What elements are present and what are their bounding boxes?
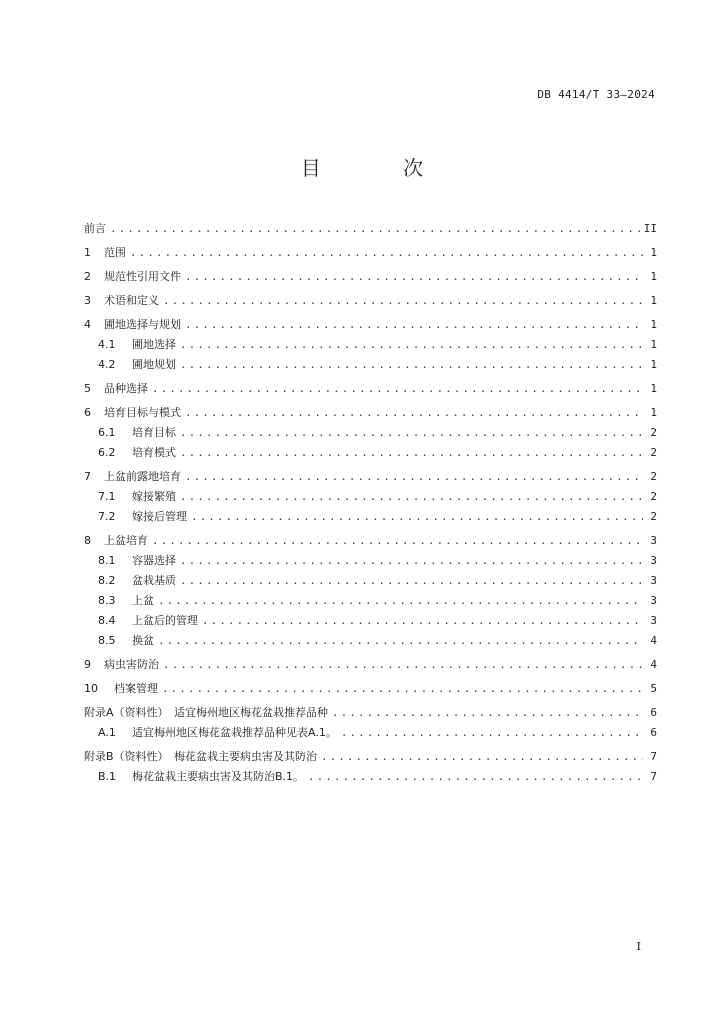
toc-entry-page: 1 xyxy=(650,294,657,307)
toc-entry-label: 圃地选择与规划 xyxy=(104,318,181,331)
toc-entry-number: 8.2 xyxy=(98,574,116,587)
toc-entry-label: 培育模式 xyxy=(132,446,176,459)
toc-entry-label: 培育目标 xyxy=(132,426,176,439)
toc-entry-number: 3 xyxy=(84,294,91,307)
toc-entry-label: 上盆培育 xyxy=(104,534,148,547)
toc-entry-number: 1 xyxy=(84,246,91,259)
toc-entry-label: 适宜梅州地区梅花盆栽推荐品种见表A.1。 xyxy=(132,726,337,739)
toc-entry-3[interactable] xyxy=(84,291,657,311)
toc-entry-label: 上盆 xyxy=(132,594,154,607)
dot-leader xyxy=(180,423,643,443)
dot-leader xyxy=(158,591,643,611)
toc-entry-label: 附录A（资料性） 适宜梅州地区梅花盆栽推荐品种 xyxy=(84,706,329,719)
toc-entry-number: 5 xyxy=(84,382,91,395)
toc-entry-number: 8.1 xyxy=(98,554,116,567)
dot-leader xyxy=(332,703,643,723)
toc-entry-appendix-a[interactable] xyxy=(84,703,657,723)
toc-entry-label: 术语和定义 xyxy=(104,294,159,307)
dot-leader xyxy=(341,723,643,743)
toc-entry-page: 1 xyxy=(650,270,657,283)
toc-entry-page: 3 xyxy=(650,534,657,547)
toc-entry-label: 上盆前露地培育 xyxy=(104,470,181,483)
toc-entry-page: 2 xyxy=(650,510,657,523)
toc-entry-page: 4 xyxy=(650,658,657,671)
toc-entry-number: 4.2 xyxy=(98,358,116,371)
dot-leader xyxy=(180,355,643,375)
toc-entry-label: 容器选择 xyxy=(132,554,176,567)
toc-entry-label: 规范性引用文件 xyxy=(104,270,181,283)
toc-entry-number: 8.4 xyxy=(98,614,116,627)
toc-entry-label: 嫁接后管理 xyxy=(132,510,187,523)
dot-leader xyxy=(180,551,643,571)
dot-leader xyxy=(162,679,643,699)
toc-entry-number: 8.3 xyxy=(98,594,116,607)
toc-entry-b-1[interactable] xyxy=(84,767,657,787)
toc-entry-8-5[interactable] xyxy=(84,631,657,651)
toc-entry-page: 3 xyxy=(650,574,657,587)
toc-entry-7-2[interactable] xyxy=(84,507,657,527)
toc-entry-page: 6 xyxy=(650,706,657,719)
toc-entry-page: 1 xyxy=(650,382,657,395)
toc-entry-page: 4 xyxy=(650,634,657,647)
toc-entry-page: 7 xyxy=(650,750,657,763)
toc-entry-10[interactable] xyxy=(84,679,657,699)
document-code: DB 4414/T 33—2024 xyxy=(537,88,655,101)
toc-entry-6-2[interactable] xyxy=(84,443,657,463)
dot-leader xyxy=(130,243,643,263)
toc-entry-label: 嫁接繁殖 xyxy=(132,490,176,503)
table-of-contents xyxy=(84,219,657,787)
toc-entry-number: 7.2 xyxy=(98,510,116,523)
toc-entry-a-1[interactable] xyxy=(84,723,657,743)
toc-entry-page: 2 xyxy=(650,446,657,459)
dot-leader xyxy=(152,379,643,399)
dot-leader xyxy=(202,611,643,631)
toc-entry-number: 8.5 xyxy=(98,634,116,647)
toc-entry-page: 3 xyxy=(650,614,657,627)
toc-entry-number: B.1 xyxy=(98,770,117,783)
toc-entry-8-2[interactable] xyxy=(84,571,657,591)
toc-entry-4[interactable] xyxy=(84,315,657,335)
toc-entry-label: 梅花盆栽主要病虫害及其防治B.1。 xyxy=(132,770,305,783)
toc-entry-5[interactable] xyxy=(84,379,657,399)
dot-leader xyxy=(110,219,640,239)
toc-entry-number: 9 xyxy=(84,658,91,671)
toc-entry-number: 7 xyxy=(84,470,91,483)
toc-entry-label: 附录B（资料性） 梅花盆栽主要病虫害及其防治 xyxy=(84,750,318,763)
toc-entry-number: 7.1 xyxy=(98,490,116,503)
toc-entry-page: II xyxy=(643,222,657,235)
toc-entry-page: 2 xyxy=(650,470,657,483)
toc-entry-number: 4 xyxy=(84,318,91,331)
toc-entry-number: 2 xyxy=(84,270,91,283)
toc-entry-page: 7 xyxy=(650,770,657,783)
toc-entry-label: 品种选择 xyxy=(104,382,148,395)
toc-title: 目 次 xyxy=(300,156,462,180)
toc-entry-6-1[interactable] xyxy=(84,423,657,443)
dot-leader xyxy=(180,571,643,591)
toc-entry-9[interactable] xyxy=(84,655,657,675)
dot-leader xyxy=(191,507,643,527)
toc-entry-page: 3 xyxy=(650,594,657,607)
toc-entry-label: 范围 xyxy=(104,246,126,259)
toc-entry-page: 6 xyxy=(650,726,657,739)
toc-entry-label: 前言 xyxy=(84,222,106,235)
dot-leader xyxy=(152,531,643,551)
toc-entry-label: 圃地规划 xyxy=(132,358,176,371)
toc-entry-number: A.1 xyxy=(98,726,116,739)
toc-entry-label: 档案管理 xyxy=(114,682,158,695)
toc-entry-label: 病虫害防治 xyxy=(104,658,159,671)
toc-entry-7[interactable] xyxy=(84,467,657,487)
dot-leader xyxy=(185,403,643,423)
toc-entry-6[interactable] xyxy=(84,403,657,423)
toc-entry-number: 6.2 xyxy=(98,446,116,459)
dot-leader xyxy=(180,443,643,463)
toc-entry-8-1[interactable] xyxy=(84,551,657,571)
toc-entry-number: 6 xyxy=(84,406,91,419)
dot-leader xyxy=(163,291,643,311)
dot-leader xyxy=(180,335,643,355)
toc-entry-7-1[interactable] xyxy=(84,487,657,507)
dot-leader xyxy=(185,467,643,487)
toc-entry-page: 1 xyxy=(650,406,657,419)
toc-entry-label: 换盆 xyxy=(132,634,154,647)
dot-leader xyxy=(321,747,643,767)
toc-entry-page: 1 xyxy=(650,246,657,259)
dot-leader xyxy=(185,267,643,287)
toc-entry-2[interactable] xyxy=(84,267,657,287)
toc-entry-8-4[interactable] xyxy=(84,611,657,631)
toc-entry-number: 8 xyxy=(84,534,91,547)
toc-entry-page: 5 xyxy=(650,682,657,695)
toc-entry-number: 4.1 xyxy=(98,338,116,351)
toc-entry-page: 2 xyxy=(650,490,657,503)
dot-leader xyxy=(180,487,643,507)
toc-entry-page: 1 xyxy=(650,358,657,371)
toc-entry-appendix-b[interactable] xyxy=(84,747,657,767)
toc-entry-number: 10 xyxy=(84,682,98,695)
dot-leader xyxy=(163,655,643,675)
dot-leader xyxy=(185,315,643,335)
toc-entry-4-2[interactable] xyxy=(84,355,657,375)
toc-entry-label: 圃地选择 xyxy=(132,338,176,351)
toc-entry-label: 盆栽基质 xyxy=(132,574,176,587)
toc-entry-foreword[interactable] xyxy=(84,219,657,239)
toc-entry-8[interactable] xyxy=(84,531,657,551)
toc-entry-4-1[interactable] xyxy=(84,335,657,355)
dot-leader xyxy=(158,631,643,651)
toc-entry-page: 1 xyxy=(650,318,657,331)
toc-entry-1[interactable] xyxy=(84,243,657,263)
dot-leader xyxy=(308,767,643,787)
toc-entry-page: 1 xyxy=(650,338,657,351)
page-number: I xyxy=(636,940,641,953)
toc-entry-number: 6.1 xyxy=(98,426,116,439)
toc-entry-label: 上盆后的管理 xyxy=(132,614,198,627)
toc-entry-page: 2 xyxy=(650,426,657,439)
toc-entry-page: 3 xyxy=(650,554,657,567)
toc-entry-8-3[interactable] xyxy=(84,591,657,611)
toc-entry-label: 培育目标与模式 xyxy=(104,406,181,419)
